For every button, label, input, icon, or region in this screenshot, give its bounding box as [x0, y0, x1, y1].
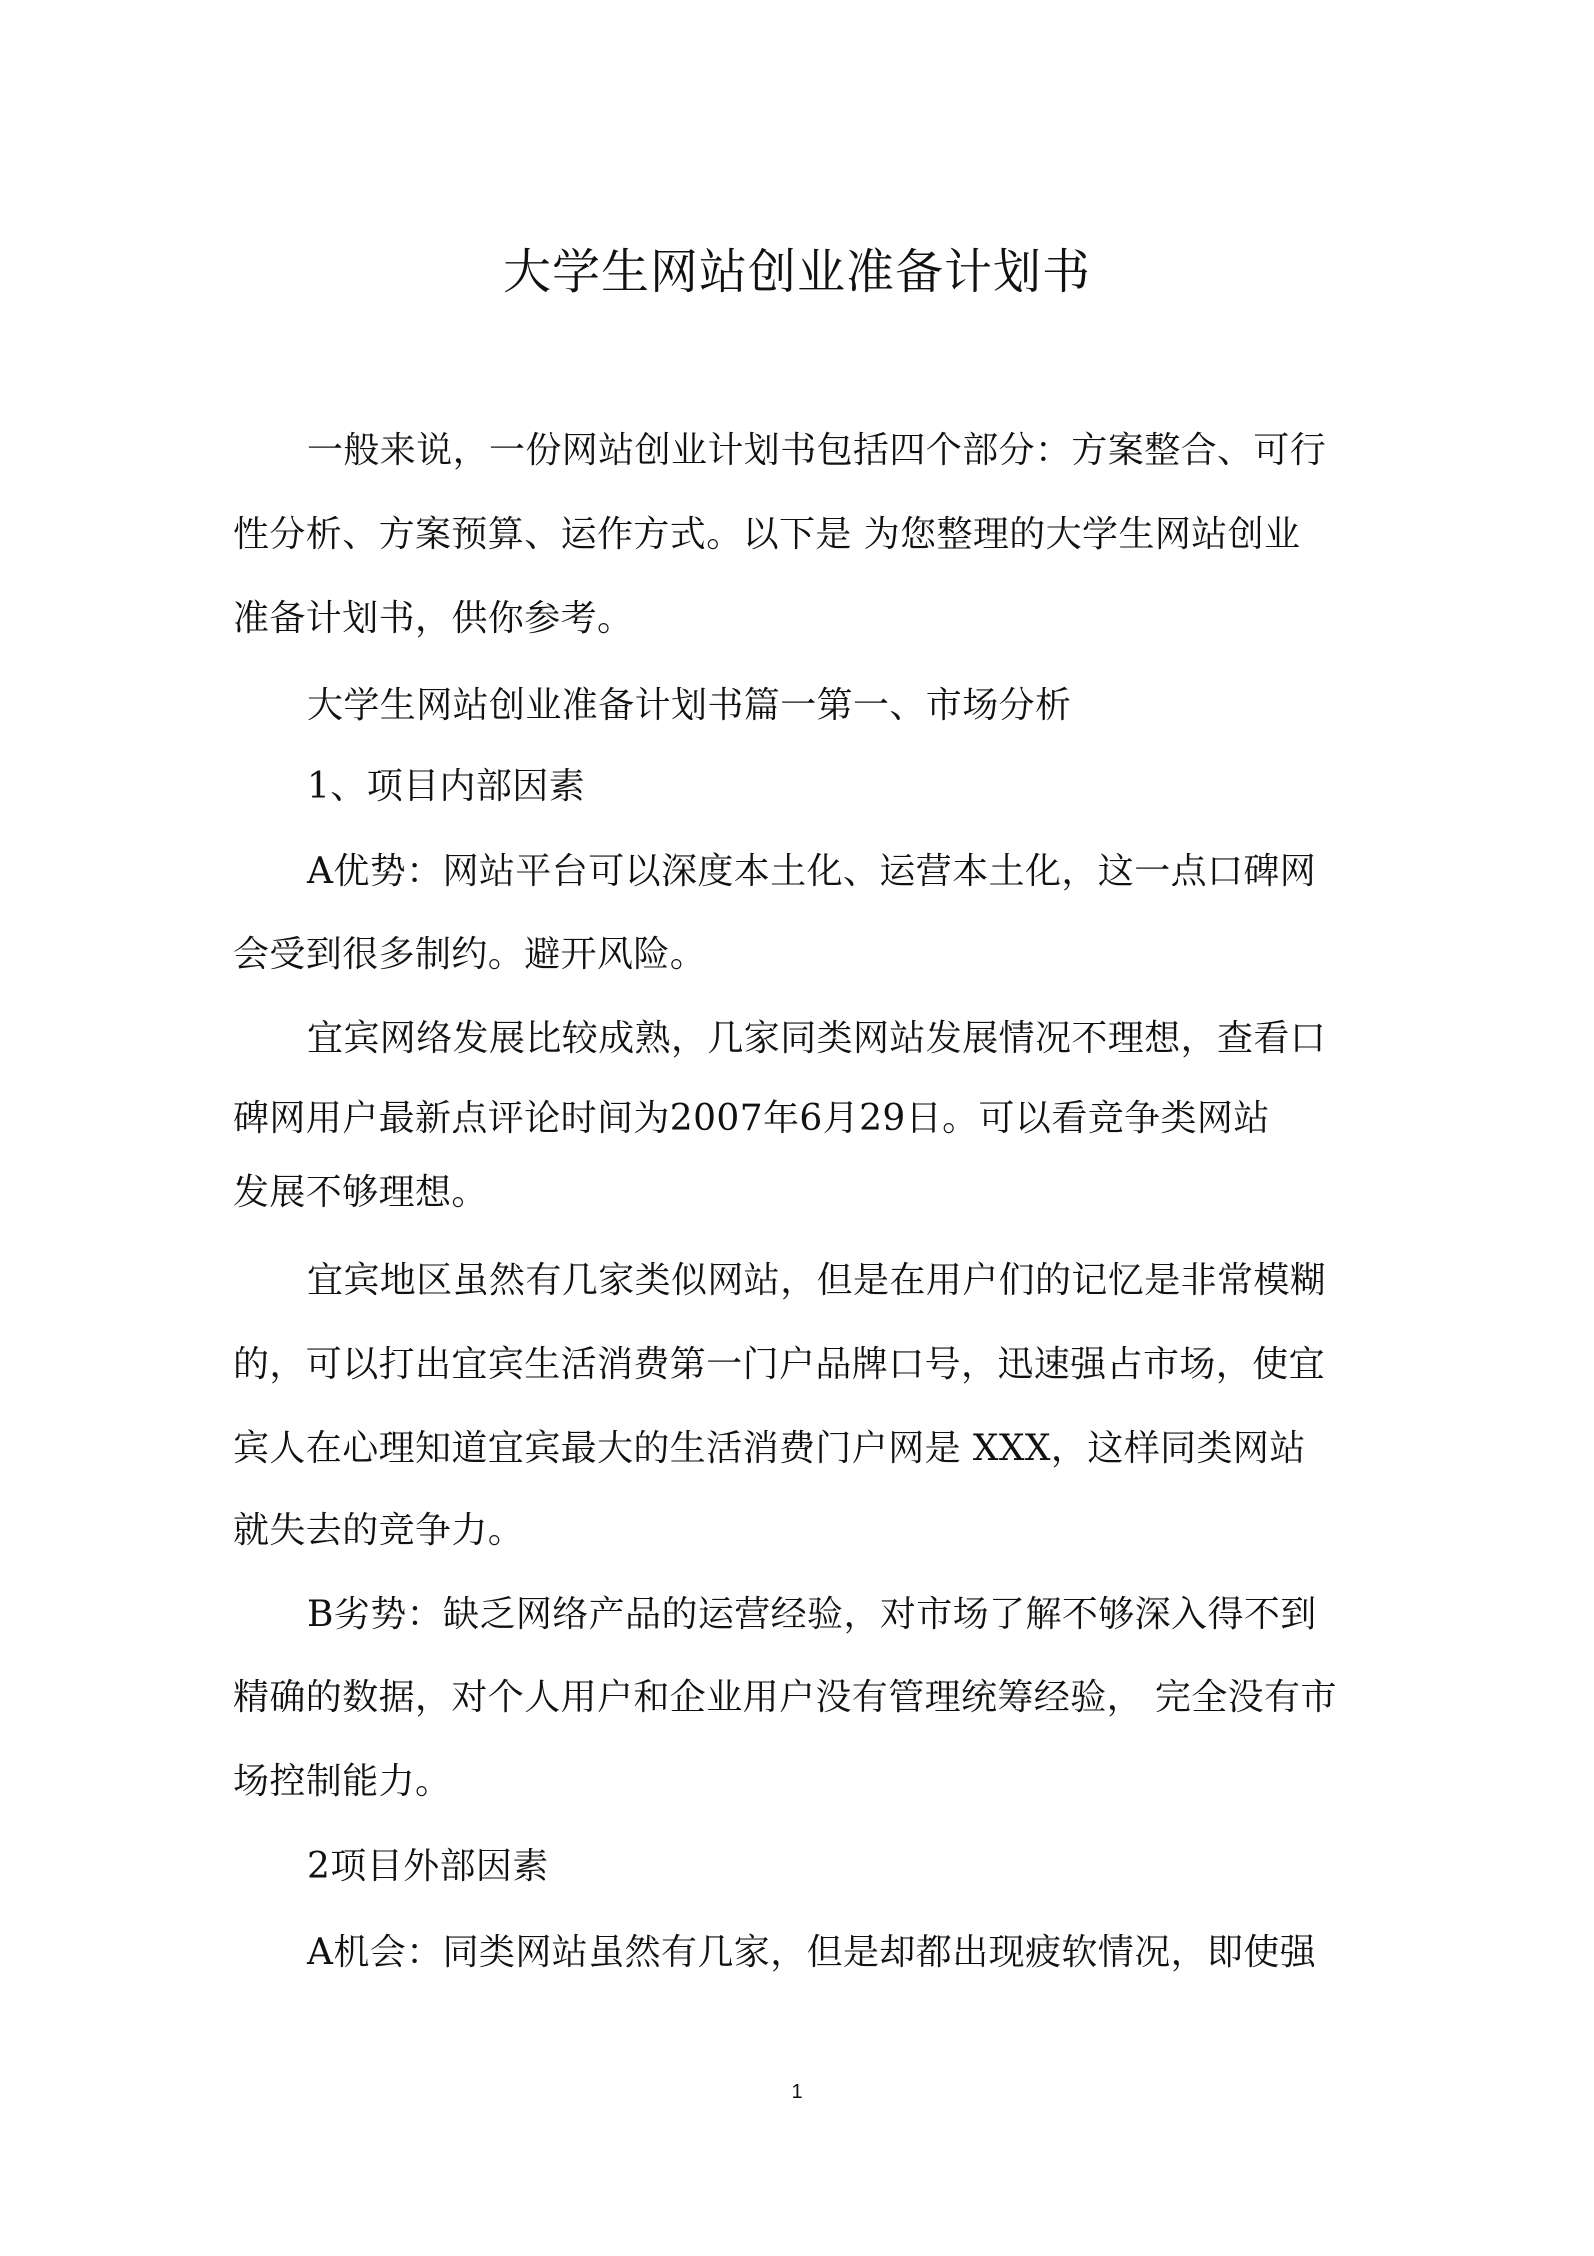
paragraph-line: 宾人在心理知道宜宾最大的生活消费门户网是 XXX，这样同类网站 [233, 1428, 1306, 1469]
document-title: 大学生网站创业准备计划书 [502, 244, 1091, 300]
section-heading: 大学生网站创业准备计划书篇一第一、市场分析 [307, 685, 1072, 726]
paragraph-line: 的，可以打出宜宾生活消费第一门户品牌口号，迅速强占市场，使宜 [233, 1344, 1326, 1385]
paragraph-line: 碑网用户最新点评论时间为2007年6月29日。可以看竞争类网站 [233, 1098, 1270, 1139]
paragraph-line: 宜宾网络发展比较成熟，几家同类网站发展情况不理想，查看口 [307, 1018, 1327, 1059]
page-number: 1 [791, 2081, 803, 2103]
paragraph-line: 场控制能力。 [233, 1761, 452, 1802]
paragraph-line: 准备计划书，供你参考。 [233, 598, 634, 639]
paragraph-line: 精确的数据，对个人用户和企业用户没有管理统筹经验， 完全没有市 [233, 1677, 1337, 1718]
paragraph-line: 一般来说，一份网站创业计划书包括四个部分：方案整合、可行 [307, 430, 1327, 471]
paragraph-line: A优势：网站平台可以深度本土化、运营本土化，这一点口碑网 [307, 851, 1317, 892]
subsection-heading: 1、项目内部因素 [307, 766, 586, 807]
paragraph-line: A机会：同类网站虽然有几家，但是却都出现疲软情况，即使强 [307, 1932, 1317, 1973]
paragraph-line: 发展不够理想。 [233, 1172, 488, 1213]
paragraph-line: B劣势：缺乏网络产品的运营经验，对市场了解不够深入得不到 [307, 1594, 1317, 1635]
subsection-heading: 2项目外部因素 [307, 1846, 549, 1887]
paragraph-line: 宜宾地区虽然有几家类似网站，但是在用户们的记忆是非常模糊 [307, 1260, 1327, 1301]
paragraph-line: 会受到很多制约。避开风险。 [233, 934, 707, 975]
paragraph-line: 性分析、方案预算、运作方式。以下是 为您整理的大学生网站创业 [233, 514, 1301, 555]
paragraph-line: 就失去的竞争力。 [233, 1510, 525, 1551]
